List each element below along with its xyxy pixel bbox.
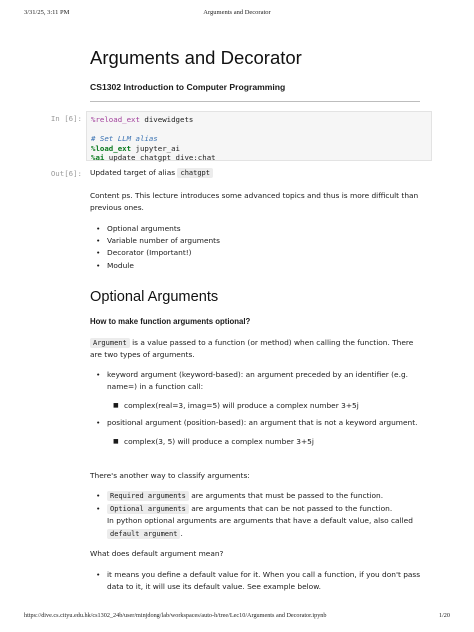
- classify-list: [90, 490, 422, 540]
- toc-item: Variable number of arguments: [107, 236, 220, 246]
- inline-code: Optional arguments: [107, 504, 189, 514]
- code-text: update chatgpt dive:chat: [104, 153, 216, 163]
- code-comment: # Set LLM alias: [91, 134, 158, 144]
- print-url: https://dive.cs.cityu.edu.hk/cs1302_24b/user/minjdong/lab/workspaces/auto-h/tree/Lec10/Arguments and Decorator.ipynb: [24, 612, 327, 619]
- in-prompt: In [6]:: [50, 114, 82, 123]
- positional-example: complex(3, 5) will produce a complex number 3+5j: [124, 436, 314, 446]
- default-answer-list: [90, 569, 422, 593]
- inline-code: default argument: [107, 529, 180, 539]
- list-item: • Optional arguments are arguments that can be not passed to the function. In python optional arguments are arguments that have a default value, also called default argument .: [96, 503, 413, 538]
- list-item: • Module: [96, 260, 134, 270]
- notebook-header: [90, 46, 420, 102]
- list-item: • it means you define a default value for it. When you call a function, if you don't pass data to it, it will use its default value. See example below.: [96, 570, 421, 592]
- argument-types-list: [90, 369, 422, 448]
- code-magic: %load_ext: [91, 143, 132, 153]
- list-item: • Variable number of arguments: [96, 236, 220, 246]
- list-item: • keyword argument (keyword-based): an argument preceded by an identifier (e.g. name=) in a function call: ■ complex(real=3, imag=5) will produce a complex number 3+5j: [90, 369, 422, 413]
- list-item: • Optional arguments: [96, 224, 181, 233]
- paragraph-text: is a value passed to a function (or method) when calling the function. There are two types of arguments.: [90, 338, 414, 360]
- code-text: divewidgets: [139, 115, 194, 124]
- paragraph-text: .: [180, 528, 183, 538]
- default-question: What does default argument mean?: [90, 549, 224, 558]
- print-title: Arguments and Decorator: [203, 9, 271, 16]
- course-subtitle: CS1302 Introduction to Computer Programming: [90, 82, 286, 92]
- toc-list: [90, 223, 422, 272]
- another-way-text: There's another way to classify arguments:: [90, 471, 250, 480]
- list-item: • Required arguments are arguments that must be passed to the function.: [96, 491, 384, 500]
- inline-code: Required arguments: [107, 491, 189, 501]
- keyword-argument-item: keyword argument (keyword-based): an argument preceded by an identifier (e.g. name=) in a function call:: [107, 370, 408, 392]
- toc-item: Module: [107, 260, 134, 270]
- page-title: Arguments and Decorator: [90, 47, 302, 68]
- output-code: chatgpt: [177, 168, 213, 178]
- print-footer: [24, 612, 450, 622]
- argument-paragraph: [90, 337, 422, 361]
- toc-item: Decorator (Important!): [107, 248, 192, 258]
- output-text: Updated target of alias: [90, 168, 176, 177]
- print-datetime: 3/31/25, 3:11 PM: [24, 9, 70, 16]
- keyword-example: complex(real=3, imag=5) will produce a complex number 3+5j: [124, 401, 359, 411]
- section-heading: Optional Arguments: [90, 289, 219, 305]
- positional-argument-item: positional argument (position-based): an argument that is not a keyword argument.: [107, 417, 418, 427]
- list-item: ■ complex(3, 5) will produce a complex number 3+5j: [113, 436, 314, 446]
- list-item: • Decorator (Important!): [96, 248, 192, 258]
- paragraph-text: are arguments that can be not passed to the function.: [188, 503, 393, 513]
- print-header: [24, 9, 450, 19]
- toc-item: Optional arguments: [107, 224, 181, 233]
- code-magic: %reload_ext: [91, 115, 140, 124]
- cell-output: [90, 167, 213, 179]
- paragraph-text: In python optional arguments are arguments that have a default value, also called: [107, 516, 413, 526]
- code-cell[interactable]: [86, 111, 432, 161]
- code-text: jupyter_ai: [131, 143, 180, 153]
- out-prompt: Out[6]:: [50, 169, 82, 178]
- paragraph-text: are arguments that must be passed to the function.: [188, 491, 384, 500]
- list-item: ■ complex(real=3, imag=5) will produce a complex number 3+5j: [113, 401, 359, 411]
- page-number: 1/20: [438, 612, 450, 619]
- inline-code: Argument: [90, 338, 130, 348]
- divider: [90, 101, 420, 102]
- question-heading: How to make function arguments optional?: [90, 317, 251, 326]
- list-item: • positional argument (position-based): an argument that is not a keyword argument. ■ complex(3, 5) will produce a complex number 3+5j: [90, 417, 422, 448]
- intro-paragraph: Content ps. This lecture introduces some advanced topics and thus is more difficult than previous ones.: [90, 191, 419, 213]
- default-answer: it means you define a default value for it. When you call a function, if you don't pass data to it, it will use its default value. See example below.: [107, 570, 421, 592]
- code-magic: %ai: [91, 153, 105, 163]
